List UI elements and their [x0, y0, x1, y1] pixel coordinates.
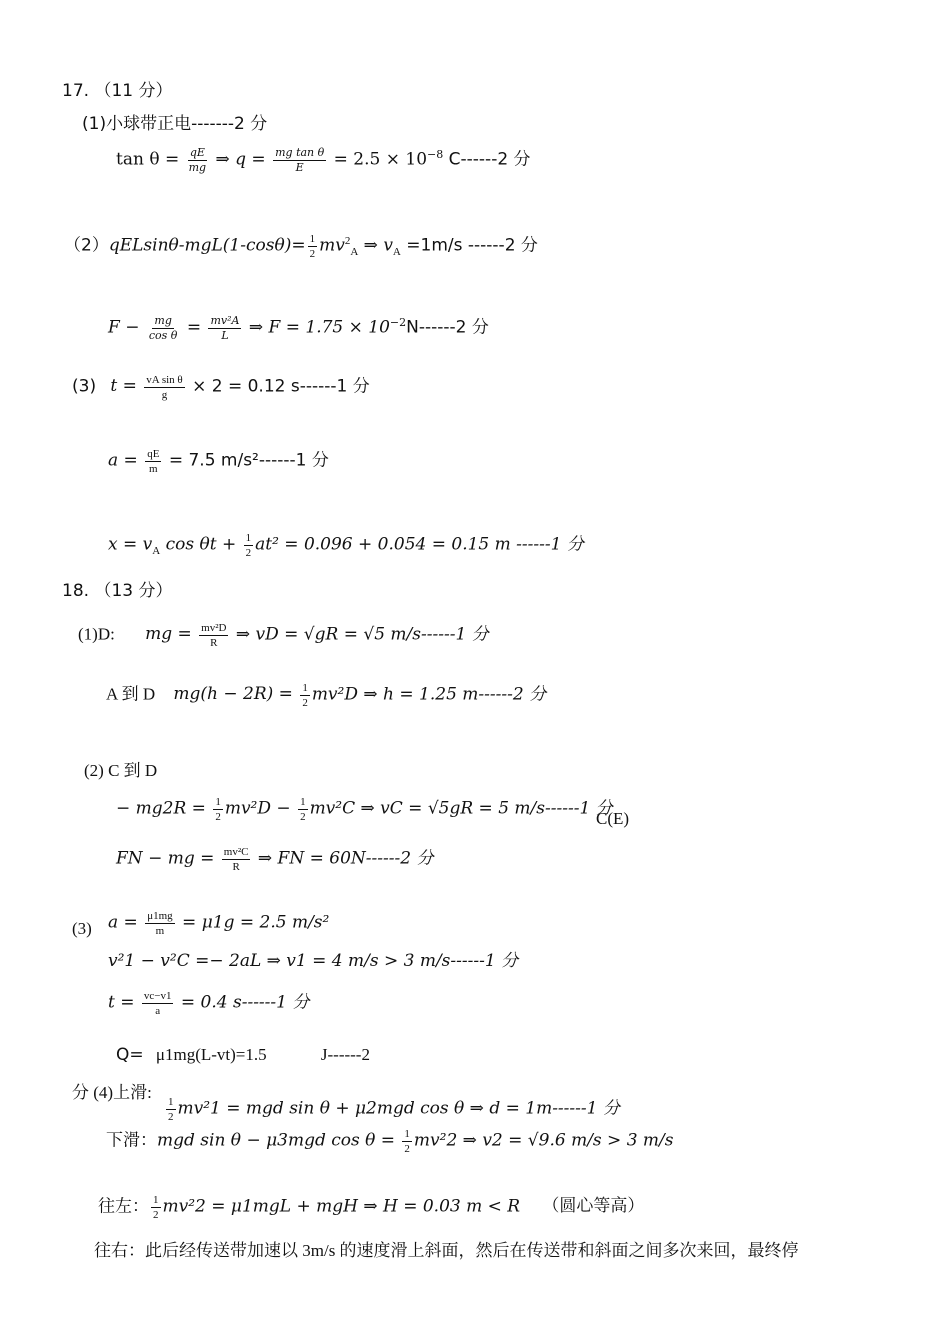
fraction	[222, 846, 251, 873]
frac-den: m	[149, 463, 158, 475]
frac-den: 2	[168, 1111, 174, 1123]
frac-num: vc−v1	[143, 990, 172, 1002]
q18-header: 18. （13 分）	[62, 581, 173, 601]
eq-text: F −	[108, 317, 145, 338]
q18-part3-heat-equation	[116, 1044, 370, 1066]
score-text: =1m/s ------2 分	[400, 235, 538, 256]
eq-text: a =	[108, 912, 144, 933]
eq-text: tan θ =	[116, 149, 185, 170]
fraction	[298, 796, 308, 823]
frac-num: mg	[154, 313, 172, 327]
frac-num: μ1mg	[147, 910, 173, 922]
fraction	[300, 682, 310, 709]
frac-den: 2	[300, 811, 306, 823]
eq-text: FN − mg =	[116, 848, 220, 869]
q18-part4-left-equation	[98, 1194, 644, 1221]
frac-num: 1	[300, 796, 306, 808]
q18-part2-normal-force-equation	[116, 846, 433, 873]
eq-text: = 2.5 × 10	[333, 149, 428, 170]
fraction	[402, 1128, 412, 1155]
fraction	[208, 315, 241, 342]
frac-num: 1	[168, 1096, 174, 1108]
q17-part3-displacement-equation: $x = v_A$ cos θt + $\frac{1}{2}$ at² = 0.096 + 0.054 = 0.15 m ------1 分	[108, 532, 584, 559]
eq-text: ⇒ FN = 60N------2 分	[252, 848, 434, 869]
frac-num: 1	[309, 233, 316, 246]
fraction	[147, 315, 180, 342]
fraction	[244, 532, 254, 559]
frac-den: R	[210, 637, 218, 649]
q17-part1-label: (1)小球带正电-------2 分	[82, 114, 268, 134]
eq-text: ⇒ F = 1.75 × 10	[248, 317, 390, 338]
frac-den: 2	[404, 1143, 410, 1155]
frac-num: vA sin θ	[146, 374, 183, 386]
fraction	[273, 147, 326, 174]
frac-den: 2	[245, 547, 252, 559]
q18-part2-energy-equation	[116, 796, 613, 823]
eq-text: μ1mg(L-vt)=1.5	[155, 1045, 267, 1064]
eq-text: t =	[108, 992, 140, 1013]
part-label: 下滑：	[106, 1130, 157, 1150]
part-label: 往左：	[98, 1196, 149, 1216]
frac-den: 2	[309, 248, 316, 261]
frac-den: 2	[153, 1209, 159, 1221]
fraction	[142, 990, 174, 1017]
score-text: J------2	[320, 1045, 370, 1064]
note-text: （圆心等高）	[542, 1196, 645, 1216]
part-label: (1)D:	[78, 624, 115, 644]
frac-den: mg	[188, 160, 207, 174]
score-text: C------2 分	[443, 149, 531, 170]
fraction	[145, 448, 161, 475]
fraction	[308, 233, 318, 260]
frac-num: 1	[245, 532, 252, 544]
eq-text: ⇒ vD = √gR = √5 m/s------1 分	[230, 624, 489, 645]
frac-den: R	[232, 861, 240, 873]
q18-part4-right-text: 往右：此后经传送带加速以 3m/s 的速度滑上斜面，然后在传送带和斜面之间多次来回，最终停	[94, 1241, 799, 1260]
eq-text: mv²2 ⇒ v2 = √9.6 m/s > 3 m/s	[413, 1130, 674, 1151]
score-text: × 2 = 0.12 s------1 分	[186, 376, 370, 397]
q18-part1-height-equation	[106, 682, 546, 709]
frac-den: m	[155, 925, 165, 937]
eq-text: mg =	[145, 624, 198, 645]
eq-text: = 0.4 s------1 分	[175, 992, 310, 1013]
eq-text: mv²C ⇒ vC = √5gR = 5 m/s------1 分	[309, 798, 613, 819]
eq-text: cos θt +	[160, 534, 242, 555]
frac-num: 1	[302, 682, 308, 694]
subscript: A	[392, 246, 401, 259]
q18-part3-accel-equation	[108, 910, 329, 937]
eq-text: x = v	[108, 534, 153, 555]
part-label: A 到 D	[106, 684, 156, 704]
q17-part2-equation: （2）qELsinθ-mgL(1-cosθ)= $\frac{1}{2}$ $mv^2_A$ ⇒ $v_A =1m/s$ ------2 分	[64, 233, 538, 261]
frac-num: qE	[189, 145, 205, 159]
exponent: −8	[427, 148, 444, 161]
q18-part4-down-equation	[106, 1128, 674, 1155]
eq-text: = μ1g = 2.5 m/s²	[176, 912, 330, 933]
q17-part2-force-equation	[108, 312, 489, 342]
frac-den: 2	[302, 697, 308, 709]
fraction	[144, 374, 184, 401]
eq-text: mv²2 = μ1mgL + mgH ⇒ H = 0.03 m < R	[162, 1196, 521, 1217]
frac-num: qE	[147, 448, 160, 460]
eq-text: mg(h − 2R) =	[173, 684, 299, 705]
eq-text: ⇒ v	[358, 235, 393, 256]
frac-num: mv²D	[201, 622, 227, 634]
frac-num: 1	[153, 1194, 159, 1206]
q18-part3-label: (3)	[72, 919, 92, 938]
score-text: N------2 分	[406, 317, 489, 338]
eq-text: mv²1 = mgd sin θ + μ2mgd cos θ ⇒ d = 1m------1 分	[177, 1098, 620, 1119]
part-label: (3)	[72, 376, 97, 397]
q17-part3-accel-equation	[108, 448, 329, 475]
q18-part3-velocity-equation: v²1 − v²C =− 2aL ⇒ v1 = 4 m/s > 3 m/s------1 分	[108, 951, 519, 971]
frac-den: cos θ	[148, 328, 178, 342]
fraction	[199, 622, 228, 649]
frac-den: L	[221, 328, 229, 342]
frac-num: 1	[215, 796, 221, 808]
part-label: （2）	[64, 235, 109, 256]
q17-part1-equation	[116, 144, 531, 174]
eq-text: a =	[108, 450, 144, 471]
eq-text: qELsinθ-mgL(1-cosθ)=	[108, 235, 306, 256]
frac-den: a	[155, 1005, 161, 1017]
eq-text: mgd sin θ − μ3mgd cos θ =	[157, 1130, 401, 1151]
q18-part4-up-equation	[164, 1096, 620, 1123]
exponent: −2	[389, 316, 407, 329]
fraction	[213, 796, 223, 823]
eq-text: =	[186, 317, 207, 338]
frac-num: 1	[404, 1128, 410, 1140]
fraction	[166, 1096, 176, 1123]
frac-num: mv²C	[223, 846, 249, 858]
fraction	[187, 147, 208, 174]
eq-text: mv²D −	[224, 798, 297, 819]
eq-text: at² = 0.096 + 0.054 = 0.15 m ------1 分	[255, 534, 584, 555]
q18-part3-time-equation	[108, 990, 309, 1017]
fraction	[151, 1194, 161, 1221]
q18-part1-equation	[78, 622, 489, 649]
score-text: = 7.5 m/s²------1 分	[163, 450, 329, 471]
eq-text: mv²D ⇒ h = 1.25 m------2 分	[311, 684, 547, 705]
q18-part4-label: 分 (4)上滑:	[72, 1083, 152, 1102]
frac-den: g	[161, 389, 168, 401]
eq-text: t =	[110, 376, 143, 397]
eq-text: − mg2R =	[116, 798, 212, 819]
frac-den: 2	[215, 811, 221, 823]
eq-text: ⇒ q =	[215, 149, 272, 170]
eq-text: mv	[319, 235, 345, 256]
q17-header: 17. （11 分）	[62, 81, 173, 101]
heat-label: Q=	[116, 1045, 144, 1065]
frac-num: mv²A	[210, 313, 240, 327]
q18-part2-side-label: C(E)	[596, 809, 630, 828]
q18-part2-label: (2) C 到 D	[84, 761, 158, 780]
q17-part3-time-equation	[72, 374, 370, 401]
frac-den: E	[295, 160, 304, 174]
frac-num: mg tan θ	[275, 145, 325, 159]
fraction	[145, 910, 174, 937]
